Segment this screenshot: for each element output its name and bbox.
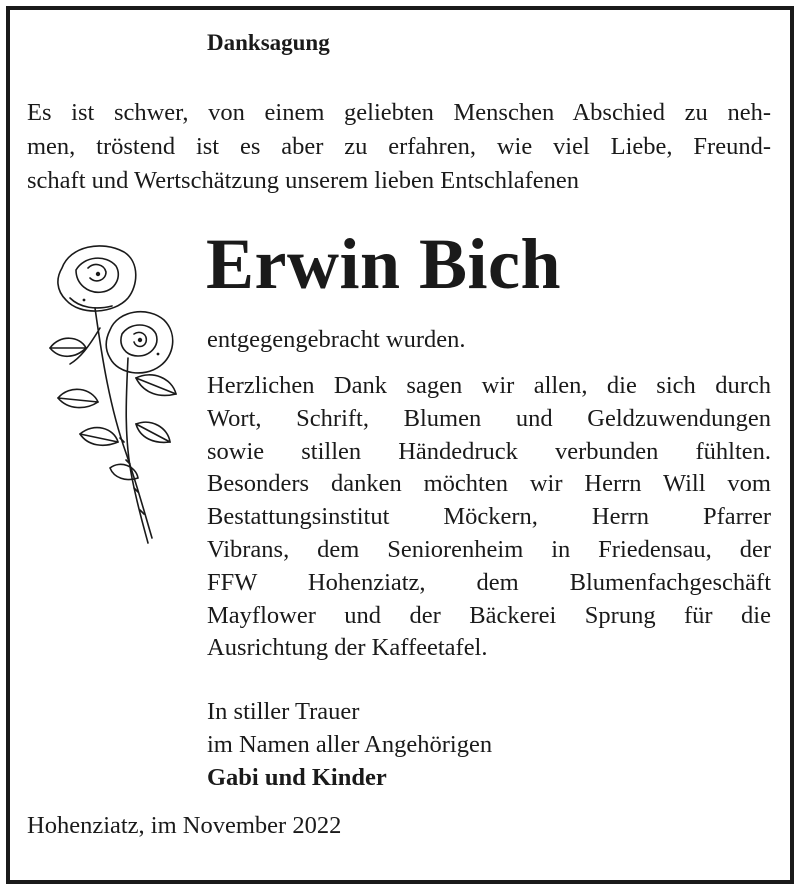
thanks-line: sowie stillen Händedruck verbunden fühlten.	[207, 437, 771, 465]
place-date: Hohenziatz, im November 2022	[27, 812, 342, 839]
thanks-line: Besonders danken möchten wir Herrn Will vom	[207, 470, 771, 498]
signature-block	[207, 695, 492, 794]
thanks-line: Wort, Schrift, Blumen und Geldzuwendungen	[207, 404, 771, 432]
signature-line: In stiller Trauer	[207, 698, 360, 725]
thanks-line: FFW Hohenziatz, dem Blumenfachgeschäft	[207, 568, 771, 596]
intro-line: schaft und Wertschätzung unserem lieben Entschlafenen	[27, 167, 580, 194]
thanks-text	[207, 370, 771, 665]
intro-line: Es ist schwer, von einem geliebten Menschen Abschied zu neh-	[27, 99, 771, 126]
intro-line: men, tröstend ist es aber zu erfahren, wie viel Liebe, Freund-	[27, 133, 771, 160]
deceased-name: Erwin Bich	[206, 224, 562, 304]
thanks-line: Bestattungsinstitut Möckern, Herrn Pfarrer	[207, 503, 771, 531]
rose-icon	[40, 238, 190, 548]
thanks-line: Vibrans, dem Seniorenheim in Friedensau, der	[207, 535, 771, 563]
after-name-text: entgegengebracht wurden.	[207, 326, 466, 353]
thanks-line: Mayflower und der Bäckerei Sprung für die	[207, 601, 771, 629]
signers: Gabi und Kinder	[207, 764, 387, 791]
thanks-line: Ausrichtung der Kaffeetafel.	[207, 634, 488, 662]
notice-heading: Danksagung	[207, 30, 330, 55]
signature-line: im Namen aller Angehörigen	[207, 731, 493, 758]
thanks-line: Herzlichen Dank sagen wir allen, die sich durch	[207, 372, 771, 399]
intro-text	[27, 96, 771, 198]
